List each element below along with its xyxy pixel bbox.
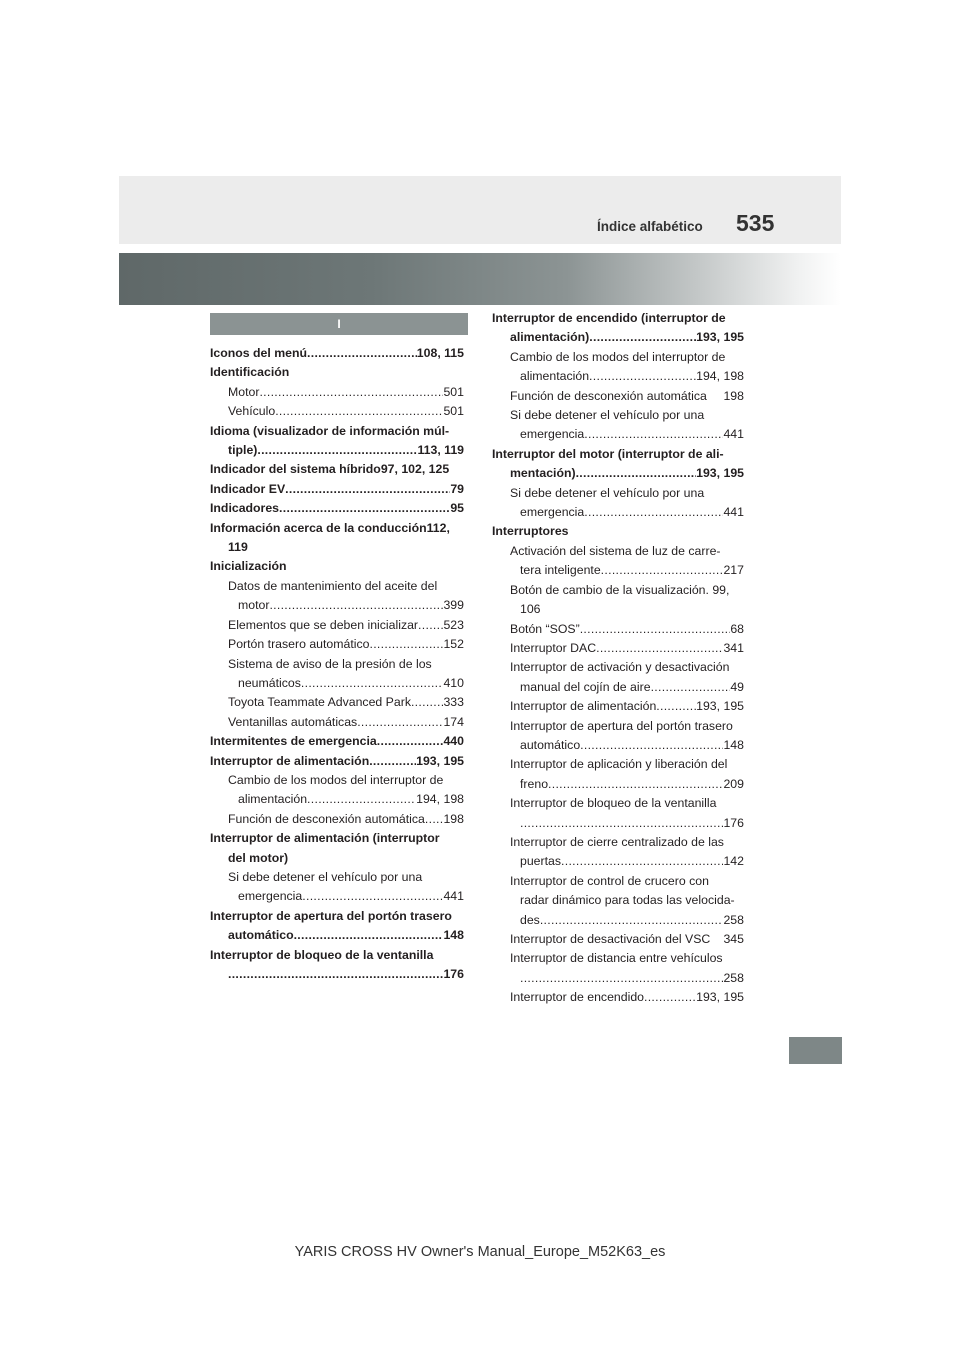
entry-term: Si debe detener el vehículo por una [228,869,423,884]
entry-page-ref: 258 [723,970,744,985]
entry-term: Interruptor de distancia entre vehículos [510,951,723,966]
index-entry [492,387,744,406]
leader-dots [548,775,723,794]
index-entry [492,891,744,910]
index-entry [492,930,744,949]
index-entry [210,752,464,771]
entry-page-ref: 193, 195 [696,466,744,481]
leader-dots [285,480,450,499]
entry-term: Interruptor de desactivación del VSC [510,932,711,946]
entry-term: Interruptor del motor (interruptor de ali- [492,446,724,461]
entry-page-ref: 176 [723,815,744,830]
leader-dots [269,596,443,615]
index-entry [210,907,464,926]
entry-term: Interruptor de alimentación [210,753,370,768]
entry-page-ref: 441 [723,505,744,520]
entry-term: Interruptor DAC [510,640,597,655]
entry-term: Activación del sistema de luz de carre- [510,543,721,558]
leader-dots [259,383,443,402]
entry-page-ref: 49 [730,679,744,694]
entry-term: Botón de cambio de la visualización. 99, [510,582,730,597]
entry-term: Interruptor de apertura del portón trasero [210,908,452,923]
entry-term: puertas [520,854,562,869]
entry-page-ref: 333 [443,695,464,710]
entry-page-ref: 95 [450,501,464,516]
entry-term: Iconos del menú [210,346,308,360]
entry-page-ref: 501 [443,384,464,399]
leader-dots [377,732,444,751]
leader-dots [411,693,444,712]
leader-dots [584,503,723,522]
index-entry [210,732,464,751]
entry-page-ref: 174 [443,714,464,729]
entry-term: Botón “SOS” [510,621,580,636]
entry-term: Interruptor de aplicación y liberación del [510,757,728,772]
entry-page-ref: 198 [723,388,744,403]
leader-dots [520,969,723,988]
index-entry [492,503,744,522]
entry-term: Ventanillas automáticas [228,714,358,729]
leader-dots [644,988,696,1007]
index-entry [492,717,744,736]
entry-term: Vehículo [228,404,276,419]
entry-term: Indicador del sistema híbrido97, 102, 125 [210,462,450,477]
header-band [119,176,841,244]
leader-dots [651,678,731,697]
index-entry [492,600,744,619]
index-entry [210,810,464,829]
entry-term: Portón trasero automático [228,637,370,652]
entry-term: emergencia [520,427,585,442]
index-entry [492,348,744,367]
page-number: 535 [736,210,775,236]
entry-page-ref: 194, 198 [416,792,464,807]
entry-term: Indicadores [210,501,280,516]
index-entry [210,926,464,945]
entry-page-ref: 441 [723,427,744,442]
index-entry [210,499,464,518]
index-entry [492,639,744,658]
leader-dots [580,620,731,639]
leader-dots [576,464,697,483]
entry-term: tera inteligente [520,563,601,578]
index-entry [210,577,464,596]
index-entry [210,635,464,654]
entry-term: Si debe detener el vehículo por una [510,485,705,500]
entry-term: automático [228,928,294,943]
entry-term: tiple) [228,443,258,458]
leader-dots [370,635,444,654]
index-entry [492,658,744,677]
entry-term: Función de desconexión automática [510,388,707,403]
entry-term: Interruptor de cierre centralizado de las [510,834,724,849]
entry-term: radar dinámico para todas las velocida- [520,893,735,908]
index-entry [210,538,464,557]
entry-term: emergencia [520,505,585,520]
index-entry [210,655,464,674]
leader-dots [520,814,723,833]
leader-dots [257,441,417,460]
index-entry [210,868,464,887]
entry-term: Identificación [210,365,290,380]
leader-dots [307,790,416,809]
index-entry [492,309,744,328]
index-entry [210,402,464,421]
leader-dots [418,616,443,635]
entry-term: freno [520,776,549,791]
entry-term: Interruptor de bloqueo de la ventanilla [210,947,434,962]
entry-term: des [520,912,540,927]
entry-term: automático [520,737,581,752]
entry-term: Información acerca de la conducción112, [210,520,450,535]
entry-term: manual del cojín de aire [520,679,651,694]
entry-term: Cambio de los modos del interruptor de [510,349,726,364]
index-entry [210,616,464,635]
index-entry [210,887,464,906]
leader-dots [275,402,443,421]
index-entry [210,771,464,790]
leader-dots [369,752,416,771]
entry-page-ref: 209 [723,776,744,791]
index-entry [492,872,744,891]
entry-term: Interruptores [492,524,569,539]
entry-page-ref: 258 [723,912,744,927]
entry-page-ref: 68 [730,621,744,636]
leader-dots [425,810,444,829]
index-entry [210,344,464,363]
leader-dots [596,639,723,658]
index-entry [210,596,464,615]
index-entry [210,674,464,693]
entry-term: motor [238,598,270,613]
leader-dots [307,344,417,363]
entry-term: Inicialización [210,559,287,574]
index-entry [492,736,744,755]
entry-term: Datos de mantenimiento del aceite del [228,578,438,593]
leader-dots [302,887,443,906]
leader-dots [279,499,450,518]
entry-page-ref: 193, 195 [416,753,464,768]
entry-page-ref: 152 [443,637,464,652]
leader-dots [294,926,444,945]
index-entry [492,406,744,425]
index-entry [492,697,744,716]
index-column-right [492,309,744,1008]
index-entry [492,581,744,600]
entry-page-ref: 523 [443,617,464,632]
entry-page-ref: 176 [443,967,464,981]
leader-dots [601,561,724,580]
entry-page-ref: 193, 195 [696,699,744,714]
entry-term: Elementos que se deben inicializar [228,617,419,632]
index-entry [492,911,744,930]
entry-term: alimentación [238,792,308,807]
entry-term: Motor [228,384,260,399]
header-gradient-band [119,253,841,305]
index-entry [210,713,464,732]
entry-page-ref: 193, 195 [696,990,744,1005]
entry-page-ref: 217 [723,563,744,578]
entry-page-ref: 341 [723,640,744,655]
entry-term: Indicador EV [210,481,286,496]
index-entry [492,484,744,503]
index-entry [210,519,464,538]
index-entry [210,946,464,965]
entry-term: Si debe detener el vehículo por una [510,408,705,423]
index-entry [492,775,744,794]
entry-page-ref: 501 [443,404,464,419]
index-entry [492,794,744,813]
entry-term: Interruptor de encendido (interruptor de [492,311,726,325]
entry-term: Interruptor de control de crucero con [510,873,709,888]
entry-term: Interruptor de alimentación (interruptor [210,831,440,846]
entry-term: 106 [520,602,541,617]
entry-page-ref: 113, 119 [417,443,464,458]
index-entry [210,790,464,809]
entry-term: Intermitentes de emergencia [210,734,377,749]
entry-page-ref: 194, 198 [696,369,744,384]
entry-page-ref: 345 [723,932,744,946]
index-entry [210,693,464,712]
index-entry [492,969,744,988]
entry-term: Idioma (visualizador de información múl- [210,423,450,438]
leader-dots [589,367,696,386]
entry-term: Interruptor de encendido [510,990,644,1005]
index-entry [492,833,744,852]
entry-page-ref: 79 [450,481,464,496]
section-title: Índice alfabético [597,219,703,234]
entry-term: alimentación [520,369,590,384]
leader-dots [580,736,723,755]
index-entry [492,620,744,639]
index-entry [210,829,464,848]
index-letter-header: I [210,313,468,335]
entry-page-ref: 441 [443,889,464,904]
index-entry [492,949,744,968]
leader-dots [357,713,443,732]
index-entry [210,965,464,984]
thumb-index-tab [789,1037,842,1064]
index-entry [210,363,464,382]
leader-dots [656,697,696,716]
entry-term: del motor) [228,850,289,865]
index-entry [492,445,744,464]
footer-manual-id: YARIS CROSS HV Owner's Manual_Europe_M52K63_es [294,1244,666,1260]
index-entry [210,422,464,441]
index-entry [210,460,464,479]
leader-dots [584,425,723,444]
index-entry [210,849,464,868]
index-entry [492,367,744,386]
entry-term: 119 [228,540,248,555]
index-entry [492,328,744,347]
entry-page-ref: 148 [443,928,464,943]
entry-page-ref: 410 [443,675,464,690]
entry-term: neumáticos [238,675,301,690]
leader-dots [540,911,724,930]
index-entry [210,383,464,402]
index-column-left [210,344,464,984]
index-entry [492,542,744,561]
entry-page-ref: 399 [443,598,464,613]
entry-term: Sistema de aviso de la presión de los [228,656,432,671]
index-entry [492,425,744,444]
entry-term: Toyota Teammate Advanced Park [228,695,411,710]
entry-page-ref: 148 [723,737,744,752]
index-entry [210,441,464,460]
entry-term: mentación) [510,466,576,481]
entry-term: Función de desconexión automática [228,811,425,826]
entry-page-ref: 440 [443,734,464,749]
entry-page-ref: 193, 195 [696,330,744,345]
index-entry [492,561,744,580]
entry-term: Interruptor de activación y desactivación [510,660,730,675]
index-entry [492,814,744,833]
entry-term: alimentación) [510,330,590,345]
entry-term: Interruptor de bloqueo de la ventanilla [510,796,717,811]
leader-dots [589,328,696,347]
entry-page-ref: 108, 115 [416,346,464,360]
index-entry [492,678,744,697]
index-entry [210,557,464,576]
leader-dots [561,852,723,871]
index-entry [492,464,744,483]
entry-term: Interruptor de apertura del portón trasero [510,718,733,733]
leader-dots [228,965,443,984]
leader-dots [301,674,444,693]
index-entry [492,988,744,1007]
entry-term: emergencia [238,889,303,904]
entry-term: Interruptor de alimentación [510,699,657,714]
index-entry [210,480,464,499]
entry-page-ref: 142 [723,854,744,869]
index-entry [492,755,744,774]
entry-term: Cambio de los modos del interruptor de [228,772,444,787]
index-entry [492,852,744,871]
index-entry [492,522,744,541]
entry-page-ref: 198 [443,811,464,826]
